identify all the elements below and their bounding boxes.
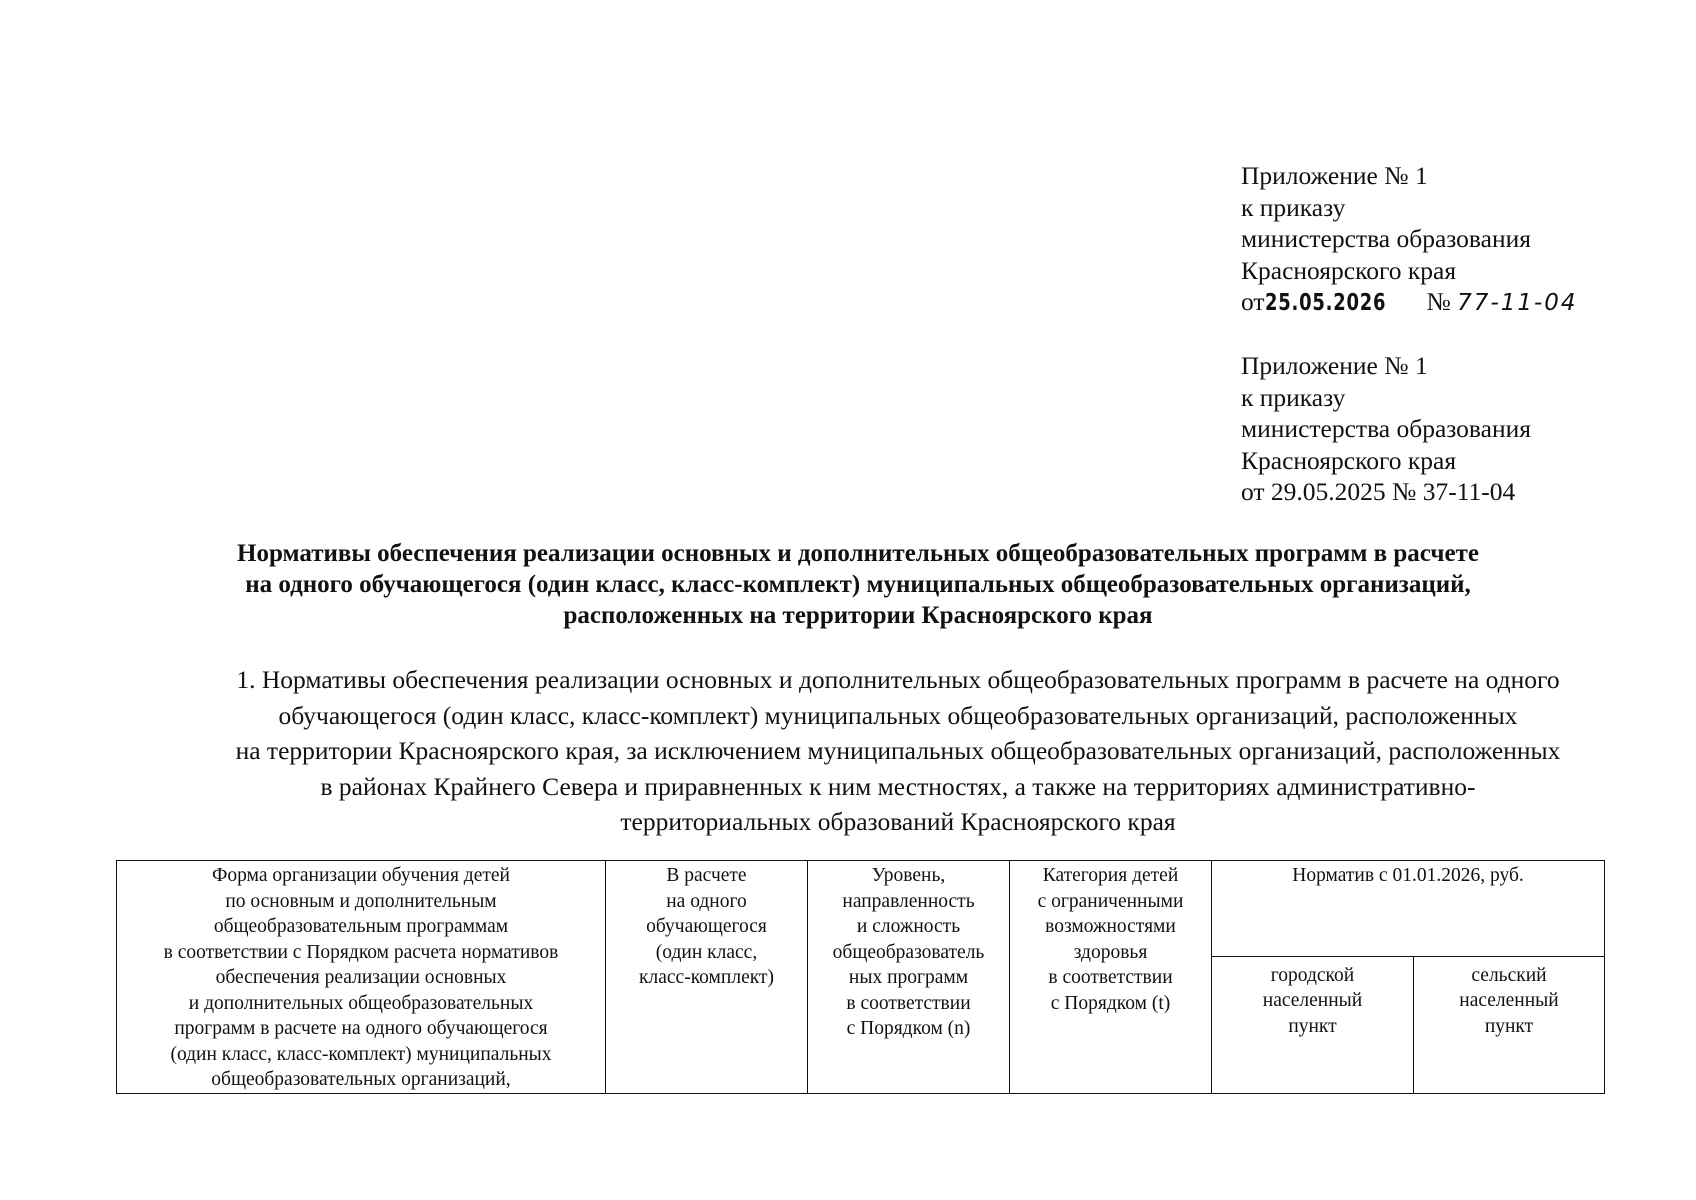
header-cell-urban xyxy=(1212,956,1414,1093)
cell-line: в соответствии с Порядком расчета нормативов xyxy=(163,941,559,963)
cell-line: с Порядком (t) xyxy=(1050,992,1171,1014)
header-cell-rural xyxy=(1414,956,1605,1093)
cell-line: (один класс, xyxy=(655,941,758,963)
cell-line: и дополнительных общеобразовательных xyxy=(188,992,534,1014)
cell-line: населенный xyxy=(1262,990,1363,1012)
document-title xyxy=(60,538,1656,631)
cell-line: возможностями xyxy=(1045,916,1176,937)
cell-line: Уровень, xyxy=(871,865,946,886)
cell-line: программ в расчете на одного обучающегося xyxy=(174,1018,548,1039)
cell-line: с Порядком (n) xyxy=(846,1018,971,1039)
annex-region: Красноярского края xyxy=(1241,255,1457,285)
annex-order-ref: к приказу xyxy=(1241,192,1346,222)
cell-line: направленность xyxy=(842,890,975,912)
annex-title: Приложение № 1 xyxy=(1241,161,1428,190)
cell-line: в соответствии xyxy=(1048,967,1173,988)
section-line: на территории Красноярского края, за исключением муниципальных общеобразовательных организаций, расположенных xyxy=(235,736,1561,765)
annex-ministry: министерства образования xyxy=(1241,224,1531,253)
section-line: 1. Нормативы обеспечения реализации основных и дополнительных общеобразовательных программ в расчете на одного xyxy=(236,665,1560,694)
cell-line: класс-комплект) xyxy=(639,967,774,988)
annex-header-previous xyxy=(1241,350,1531,508)
title-line: расположенных на территории Красноярского края xyxy=(563,602,1153,629)
cell-line: пункт xyxy=(1288,1015,1337,1037)
norms-table xyxy=(116,860,1605,1094)
cell-line: Категория детей xyxy=(1042,865,1179,886)
cell-line: ных программ xyxy=(848,967,969,988)
header-cell-category xyxy=(1010,861,1212,1094)
annex-number-handwritten: 77-11-04 xyxy=(1457,290,1578,316)
annex-date-line xyxy=(1241,286,1578,320)
annex-prev-order-ref: к приказу xyxy=(1241,382,1346,412)
cell-line: здоровья xyxy=(1073,941,1148,963)
cell-line: В расчете xyxy=(666,865,747,886)
cell-line: (один класс, класс-комплект) муниципальных xyxy=(170,1043,552,1065)
header-cell-form xyxy=(117,861,606,1094)
section-line: территориальных образований Красноярского края xyxy=(620,807,1176,836)
annex-prev-title: Приложение № 1 xyxy=(1241,351,1428,380)
annex-date-stamp: 25.05.2026 xyxy=(1264,290,1386,316)
cell-line: общеобразовательных организаций, xyxy=(211,1069,511,1090)
cell-line: и сложность xyxy=(856,916,961,937)
header-cell-level xyxy=(808,861,1010,1094)
cell-line: сельский xyxy=(1471,964,1547,986)
cell-line: по основным и дополнительным xyxy=(225,890,497,912)
annex-number-sign: № xyxy=(1426,287,1451,316)
cell-line: на одного xyxy=(666,890,747,912)
annex-prev-ministry: министерства образования xyxy=(1241,414,1531,443)
cell-line: пункт xyxy=(1484,1015,1534,1037)
section-line: обучающегося (один класс, класс-комплект) муниципальных общеобразовательных организаций, расположенных xyxy=(278,700,1518,730)
title-line: на одного обучающегося (один класс, класс-комплект) муниципальных общеобразовательных организаций, xyxy=(245,571,1471,598)
cell-line: в соответствии xyxy=(846,992,971,1014)
header-cell-per-student xyxy=(606,861,808,1094)
title-line: Нормативы обеспечения реализации основных и дополнительных общеобразовательных программ в расчете xyxy=(237,540,1479,567)
annex-header-current xyxy=(1241,160,1578,320)
cell-line: обеспечения реализации основных xyxy=(215,967,507,988)
table-header-row xyxy=(117,861,1605,957)
cell-line: обучающегося xyxy=(646,916,767,937)
annex-date-prefix: от xyxy=(1241,287,1265,316)
cell-line: с ограниченными xyxy=(1037,890,1184,912)
header-cell-norm: Норматив с 01.01.2026, руб. xyxy=(1212,861,1605,957)
cell-line: общеобразовательным программам xyxy=(213,916,509,937)
cell-line: общеобразователь xyxy=(832,941,985,963)
section-line: в районах Крайнего Севера и приравненных к ним местностях, а также на территориях административно- xyxy=(320,771,1476,801)
annex-prev-region: Красноярского края xyxy=(1241,445,1457,475)
section-1-heading xyxy=(60,662,1696,840)
cell-line: населенный xyxy=(1459,990,1559,1012)
cell-line: городской xyxy=(1270,964,1355,986)
annex-prev-date-line: от 29.05.2025 № 37-11-04 xyxy=(1241,477,1516,506)
cell-line: Форма организации обучения детей xyxy=(212,865,510,886)
